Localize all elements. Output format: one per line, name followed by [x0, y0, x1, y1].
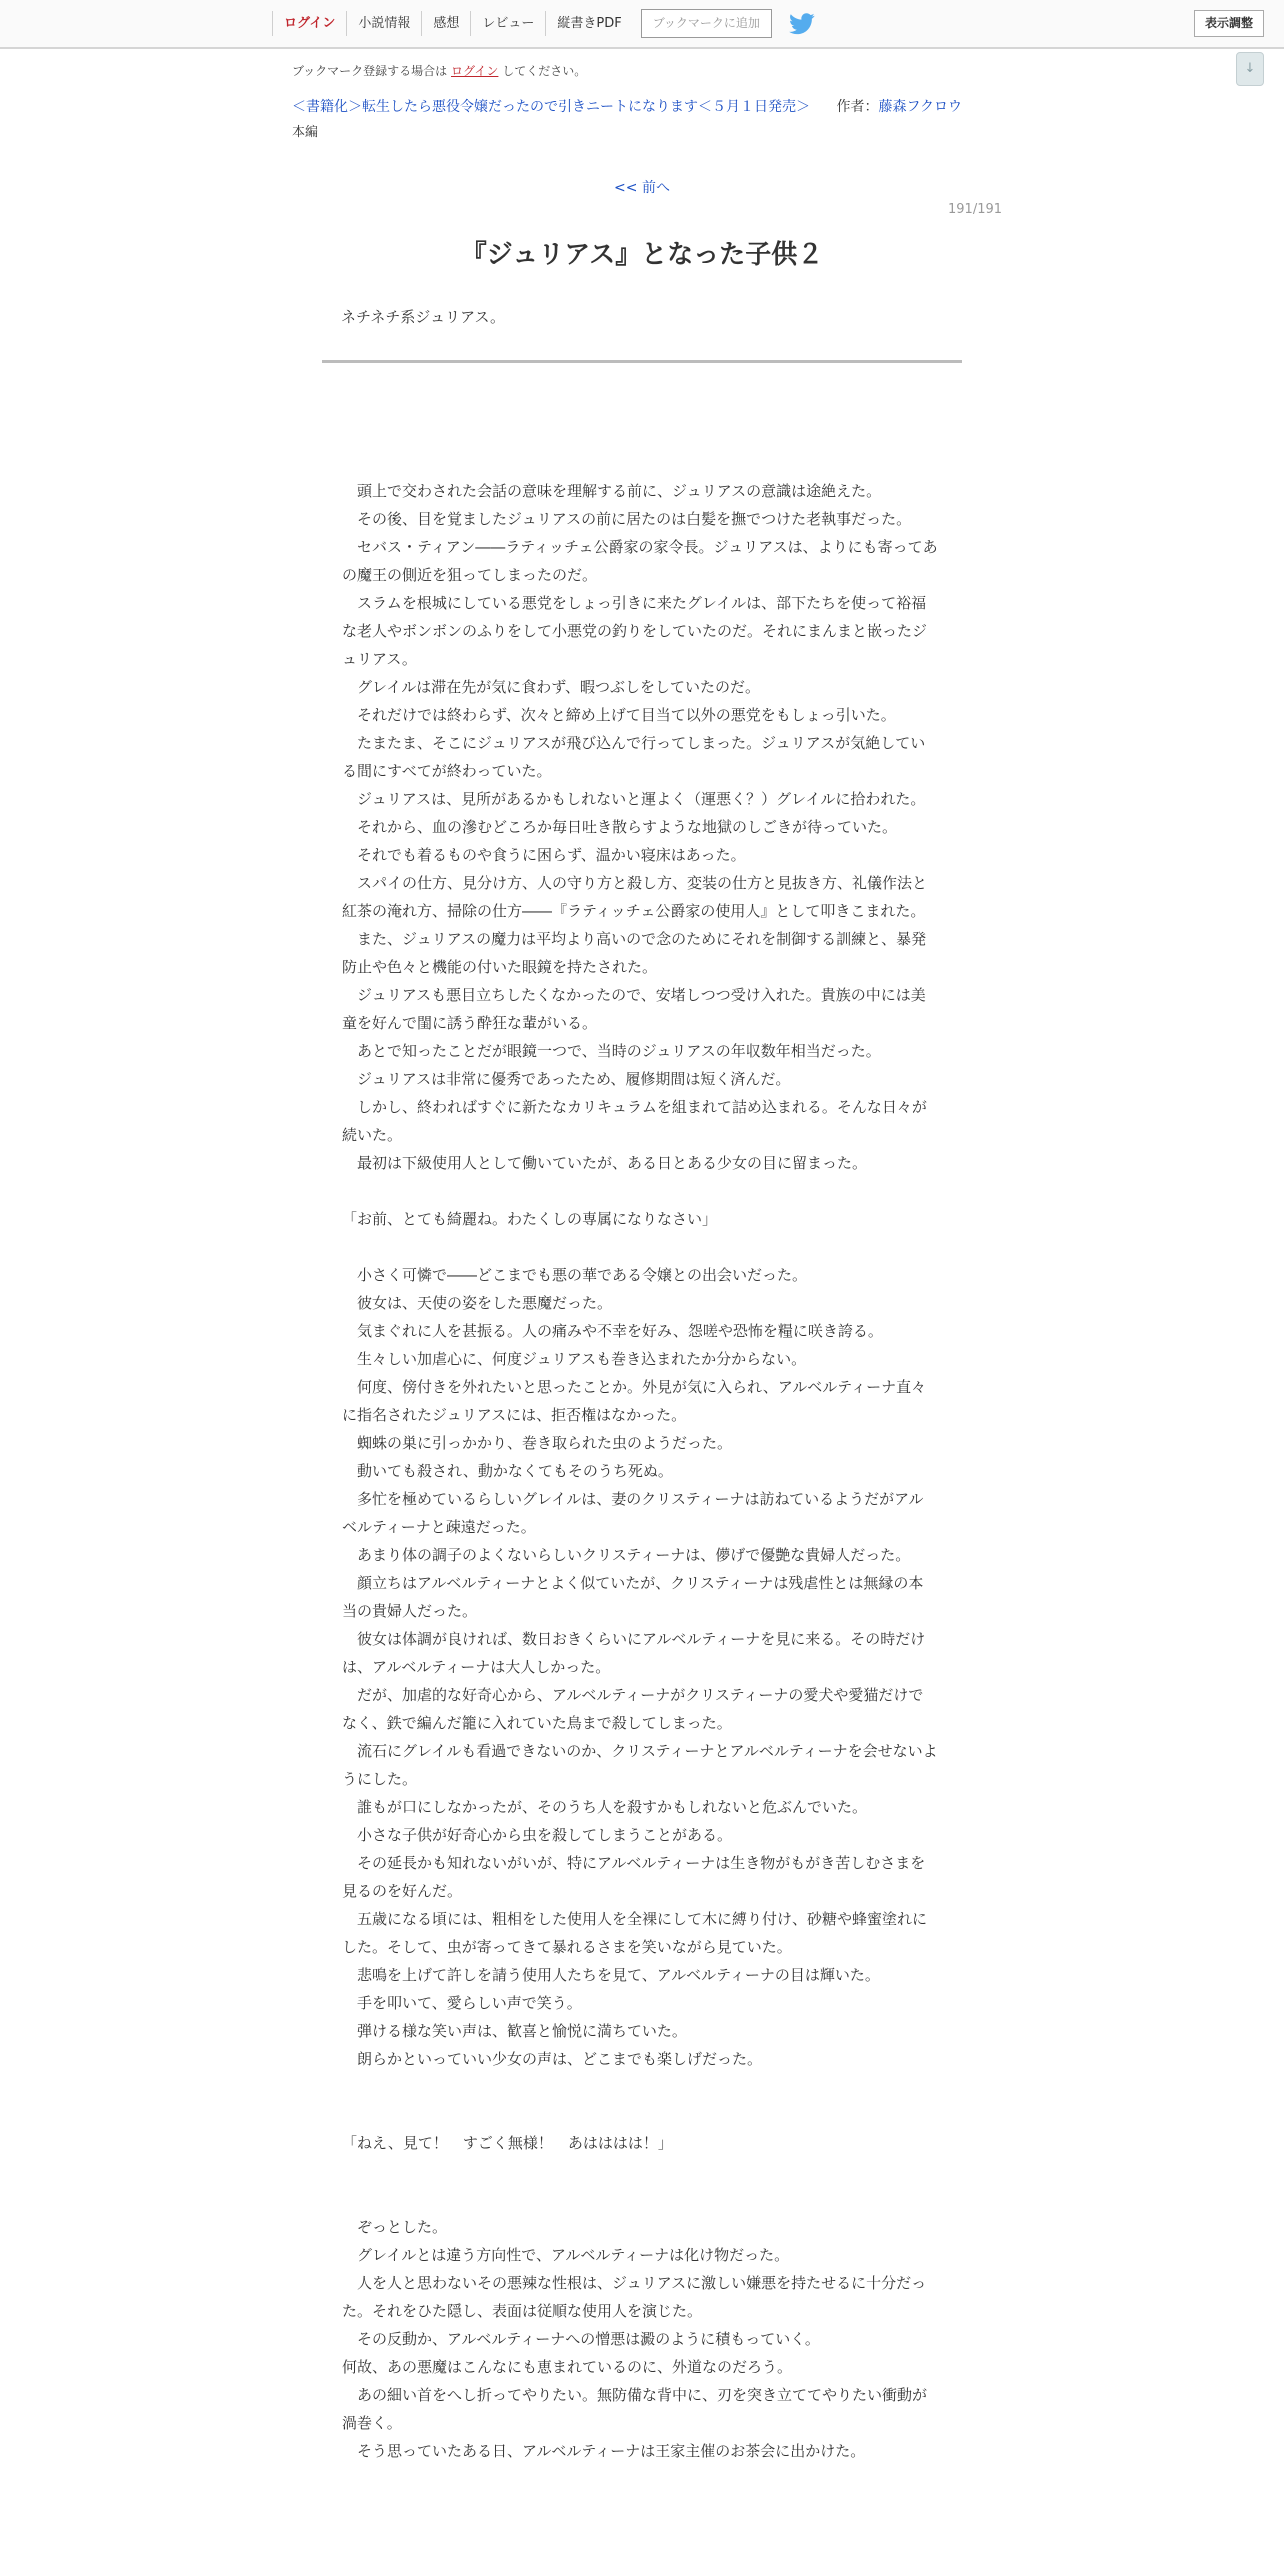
body-paragraph: 五歳になる頃には、粗相をした使用人を全裸にして木に縛り付け、砂糖や蜂蜜塗れにした。そして、虫が寄ってきて暴れるさまを笑いながら見ていた。 [342, 1910, 928, 1956]
body-paragraph: 生々しい加虐心に、何度ジュリアスも巻き込まれたか分からない。 [342, 1350, 807, 1368]
body-paragraph: その後、目を覚ましたジュリアスの前に居たのは白髪を撫でつけた老執事だった。 [342, 510, 912, 528]
body-paragraph: 彼女は、天使の姿をした悪魔だった。 [342, 1294, 613, 1312]
body-paragraph: そう思っていたある日、アルベルティーナは王家主催のお茶会に出かけた。 [342, 2442, 866, 2460]
body-paragraph: セバス・ティアン――ラティッチェ公爵家の家令長。ジュリアスは、よりにも寄ってあの魔王の側近を狙ってしまったのだ。 [342, 538, 938, 584]
series-info [292, 96, 962, 116]
page-counter: 191/191 [948, 202, 1003, 217]
body-paragraph: 手を叩いて、愛らしい声で笑う。 [342, 1994, 582, 2012]
body-paragraph: たまたま、そこにジュリアスが飛び込んで行ってしまった。ジュリアスが気絶している間にすべてが終わっていた。 [342, 734, 926, 780]
scroll-down-button[interactable] [1236, 52, 1264, 86]
body-paragraph: それでも着るものや食うに困らず、温かい寝床はあった。 [342, 846, 746, 864]
body-paragraph: 「ねえ、見て！ すごく無様！ あはははは！」 [342, 2134, 673, 2152]
body-paragraph: あまり体の調子のよくないらしいクリスティーナは、儚げで優艶な貴婦人だった。 [342, 1546, 911, 1564]
preface-divider [322, 360, 962, 363]
notice-prefix: ブックマーク登録する場合は [292, 64, 448, 78]
bookmark-login-notice [292, 62, 586, 79]
nav-impressions-link[interactable]: 感想 [421, 11, 470, 36]
body-paragraph: あとで知ったことだが眼鏡一つで、当時のジュリアスの年収数年相当だった。 [342, 1042, 881, 1060]
body-paragraph: 小さく可憐で――どこまでも悪の華である令嬢との出会いだった。 [342, 1266, 808, 1284]
body-paragraph: 悲鳴を上げて許しを請う使用人たちを見て、アルベルティーナの目は輝いた。 [342, 1966, 880, 1984]
body-paragraph: 気まぐれに人を甚振る。人の痛みや不幸を好み、怨嗟や恐怖を糧に咲き誇る。 [342, 1322, 883, 1340]
arrow-down-icon: ↓ [1244, 61, 1256, 76]
nav-login-link[interactable]: ログイン [272, 11, 346, 36]
body-paragraph: また、ジュリアスの魔力は平均より高いので念のためにそれを制御する訓練と、暴発防止や色々と機能の付いた眼鏡を持たされた。 [342, 930, 927, 976]
body-paragraph: 小さな子供が好奇心から虫を殺してしまうことがある。 [342, 1826, 733, 1844]
body-paragraph [342, 2073, 938, 2101]
nav-review-link[interactable]: レビュー [470, 11, 545, 36]
top-bar [0, 0, 1284, 49]
body-paragraph: 人を人と思わないその悪辣な性根は、ジュリアスに激しい嫌悪を持たせるに十分だった。それをひた隠し、表面は従順な使用人を演じた。 [342, 2274, 927, 2320]
body-paragraph: ジュリアスは、見所があるかもしれないと運よく（運悪く？）グレイルに拾われた。 [342, 790, 926, 808]
body-paragraph: ジュリアスも悪目立ちしたくなかったので、安堵しつつ受け入れた。貴族の中には美童を好んで閨に誘う酔狂な輩がいる。 [342, 986, 926, 1032]
body-paragraph [342, 2101, 938, 2129]
body-paragraph: 何度、傍付きを外れたいと思ったことか。外見が気に入られ、アルベルティーナ直々に指名されたジュリアスには、拒否権はなかった。 [342, 1378, 927, 1424]
body-paragraph [342, 2185, 938, 2213]
twitter-bird-icon [789, 13, 815, 35]
body-paragraph [342, 1233, 938, 1261]
body-paragraph: しかし、終わればすぐに新たなカリキュラムを組まれて詰め込まれる。そんな日々が続いた。 [342, 1098, 927, 1144]
body-paragraph: 顔立ちはアルベルティーナとよく似ていたが、クリスティーナは残虐性とは無縁の本当の貴婦人だった。 [342, 1574, 924, 1620]
novel-body [342, 477, 938, 2465]
chapter-title: 『ジュリアス』となった子供２ [460, 240, 824, 270]
body-paragraph: 最初は下級使用人として働いていたが、ある日とある少女の目に留まった。 [342, 1154, 868, 1172]
body-paragraph: 「お前、とても綺麗ね。わたくしの専属になりなさい」 [342, 1210, 718, 1228]
body-paragraph: その反動か、アルベルティーナへの憎悪は澱のように積もっていく。 [342, 2330, 820, 2348]
body-paragraph: 蜘蛛の巣に引っかかり、巻き取られた虫のようだった。 [342, 1434, 733, 1452]
body-paragraph: 何故、あの悪魔はこんなにも恵まれているのに、外道なのだろう。 [342, 2358, 793, 2376]
nav-vertical-pdf-link[interactable]: 縦書きPDF [545, 11, 632, 36]
body-paragraph: 動いても殺され、動かなくてもそのうち死ぬ。 [342, 1462, 673, 1480]
body-paragraph: その延長かも知れないがいが、特にアルベルティーナは生き物がもがき苦しむさまを見るのを好んだ。 [342, 1854, 926, 1900]
body-paragraph: 彼女は体調が良ければ、数日おきくらいにアルベルティーナを見に来る。その時だけは、アルベルティーナは大人しかった。 [342, 1630, 926, 1676]
body-paragraph: ぞっとした。 [342, 2218, 448, 2236]
body-paragraph: それから、血の滲むどころか毎日吐き散らすような地獄のしごきが待っていた。 [342, 818, 898, 836]
section-label: 本編 [292, 125, 319, 140]
nav-novel-info-link[interactable]: 小説情報 [346, 11, 421, 36]
body-paragraph [342, 2157, 938, 2185]
body-paragraph: グレイルとは違う方向性で、アルベルティーナは化け物だった。 [342, 2246, 790, 2264]
body-paragraph: それだけでは終わらず、次々と締め上げて目当て以外の悪党をもしょっ引いた。 [342, 706, 896, 724]
body-paragraph: 弾ける様な笑い声は、歓喜と愉悦に満ちていた。 [342, 2022, 687, 2040]
body-paragraph: グレイルは滞在先が気に食わず、暇つぶしをしていたのだ。 [342, 678, 761, 696]
body-paragraph: だが、加虐的な好奇心から、アルベルティーナがクリスティーナの愛犬や愛猫だけでなく、鉄で編んだ籠に入れていた鳥まで殺してしまった。 [342, 1686, 924, 1732]
body-paragraph: 誰もが口にしなかったが、そのうち人を殺すかもしれないと危ぶんでいた。 [342, 1798, 868, 1816]
series-title-link[interactable]: ＜書籍化＞転生したら悪役令嬢だったので引きニートになります＜５月１日発売＞ [292, 99, 810, 115]
author-link[interactable]: 藤森フクロウ [878, 99, 963, 115]
body-paragraph: スパイの仕方、見分け方、人の守り方と殺し方、変装の仕方と見抜き方、礼儀作法と紅茶の淹れ方、掃除の仕方――『ラティッチェ公爵家の使用人』として叩きこまれた。 [342, 874, 928, 920]
body-paragraph: スラムを根城にしている悪党をしょっ引きに来たグレイルは、部下たちを使って裕福な老人やボンボンのふりをして小悪党の釣りをしていたのだ。それにまんまと嵌ったジュリアス。 [342, 594, 928, 668]
body-paragraph: 流石にグレイルも看過できないのか、クリスティーナとアルベルティーナを会せないようにした。 [342, 1742, 938, 1788]
twitter-share-icon[interactable] [789, 13, 815, 35]
display-settings-button[interactable]: 表示調整 [1194, 10, 1264, 37]
body-paragraph: ジュリアスは非常に優秀であったため、履修期間は短く済んだ。 [342, 1070, 791, 1088]
body-paragraph: 頭上で交わされた会話の意味を理解する前に、ジュリアスの意識は途絶えた。 [342, 482, 882, 500]
body-paragraph [342, 1177, 938, 1205]
body-paragraph: 多忙を極めているらしいグレイルは、妻のクリスティーナは訪ねているようだがアルベルティーナと疎遠だった。 [342, 1490, 924, 1536]
notice-login-link[interactable]: ログイン [451, 64, 499, 78]
prev-page-link[interactable]: << 前へ [614, 180, 670, 196]
top-nav [272, 0, 815, 47]
add-bookmark-button[interactable]: ブックマークに追加 [641, 9, 772, 38]
author-label: 作者： [836, 99, 879, 115]
body-paragraph: あの細い首をへし折ってやりたい。無防備な背中に、刃を突き立ててやりたい衝動が渦巻く。 [342, 2386, 928, 2432]
chapter-preface: ネチネチ系ジュリアス。 [341, 308, 505, 326]
notice-suffix: してください。 [502, 64, 587, 78]
body-paragraph: 朗らかといっていい少女の声は、どこまでも楽しげだった。 [342, 2050, 763, 2068]
